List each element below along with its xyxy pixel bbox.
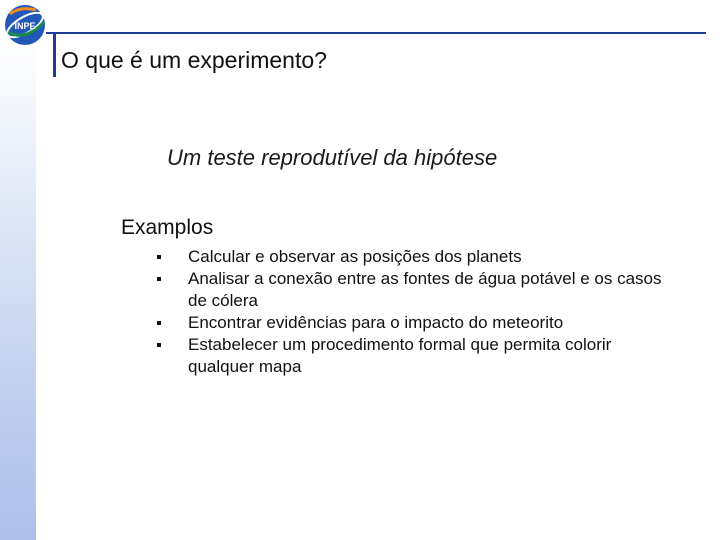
list-item: [155, 268, 675, 312]
list-item-text: Estabelecer um procedimento formal que permita colorir qualquer mapa: [188, 335, 612, 376]
list-item-text: Analisar a conexão entre as fontes de água potável e os casos de cólera: [188, 269, 662, 310]
bullet-icon: [157, 321, 161, 325]
list-item: [155, 334, 675, 378]
list-item-text: Calcular e observar as posições dos planets: [188, 247, 522, 266]
bullet-icon: [157, 277, 161, 281]
logo-text: INPE: [14, 21, 36, 31]
left-gradient-bar: [0, 40, 36, 540]
bullet-icon: [157, 255, 161, 259]
header-horizontal-rule: [46, 32, 706, 34]
header-vertical-rule: [53, 33, 56, 77]
list-item: [155, 312, 675, 334]
list-item: [155, 246, 675, 268]
bullet-icon: [157, 343, 161, 347]
slide-subtitle: Um teste reprodutível da hipótese: [167, 145, 498, 170]
bullet-list: [155, 246, 675, 378]
section-heading: Examplos: [121, 216, 214, 239]
list-item-text: Encontrar evidências para o impacto do meteorito: [188, 313, 564, 332]
page-title: O que é um experimento?: [61, 47, 327, 73]
inpe-logo-icon: [2, 2, 48, 48]
